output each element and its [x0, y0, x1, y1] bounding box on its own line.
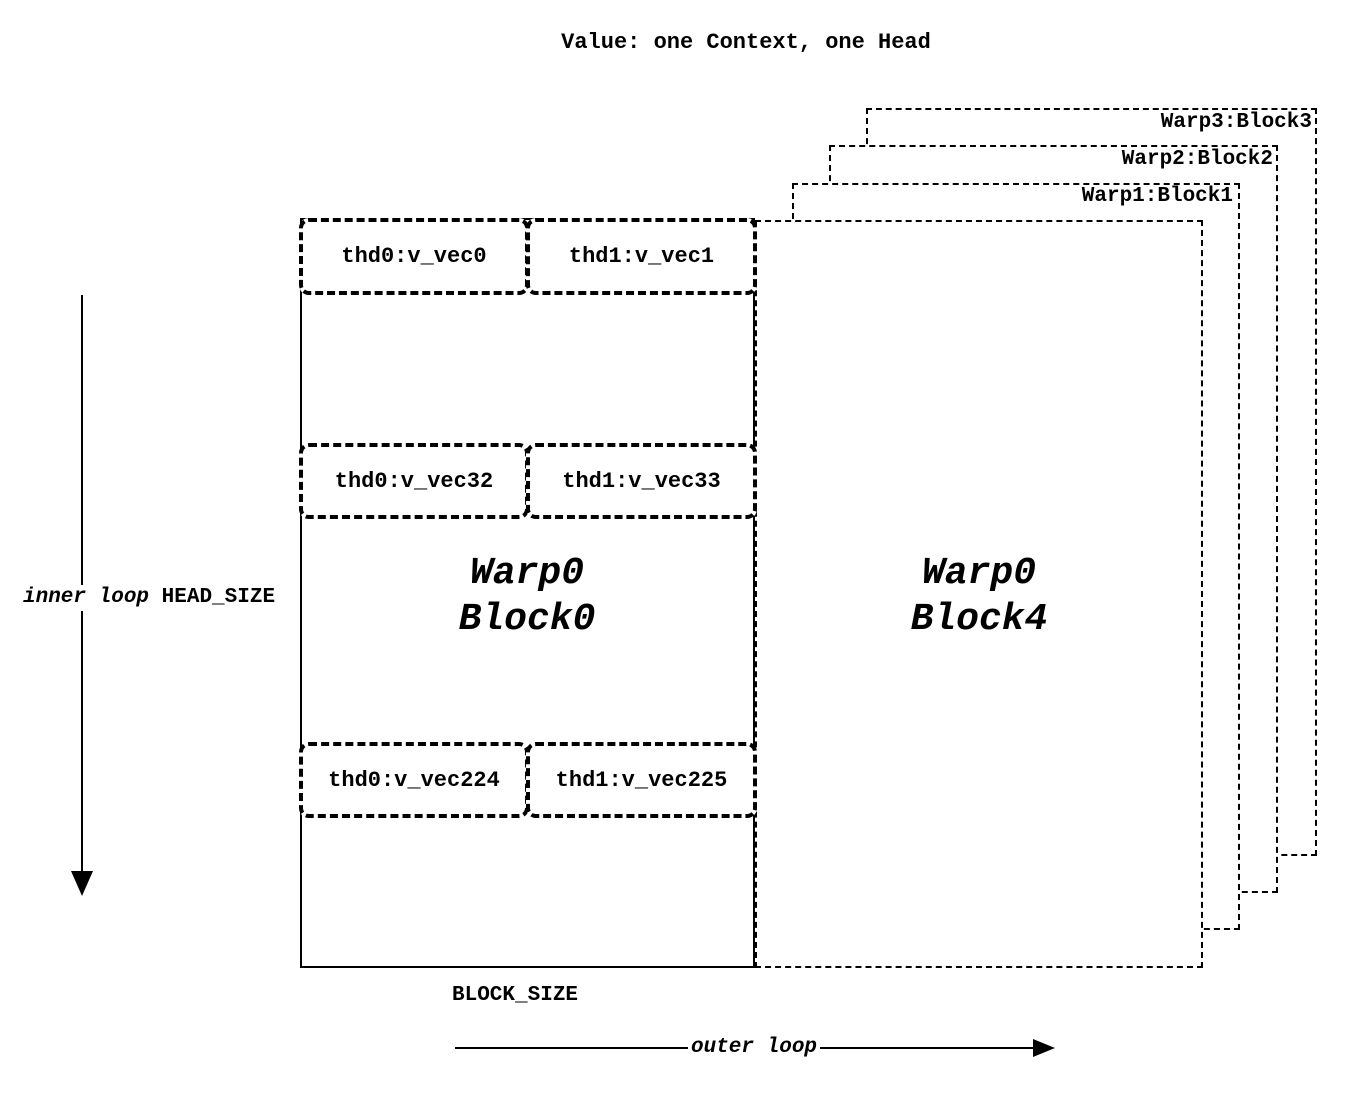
warp0-block4-line2: Block4	[910, 598, 1048, 641]
warp0-block0-line1: Warp0	[469, 552, 585, 595]
outer-loop-arrowhead-icon	[1033, 1039, 1055, 1057]
thd-cell: thd1:v_vec1	[526, 218, 757, 295]
head-size-label: HEAD_SIZE	[161, 586, 276, 609]
thd-cell: thd0:v_vec32	[299, 443, 529, 519]
thd-cell: thd0:v_vec224	[299, 742, 529, 818]
inner-loop-arrowhead-icon	[71, 871, 93, 896]
outer-loop-label: outer loop	[688, 1035, 820, 1061]
thd-cell: thd1:v_vec225	[526, 742, 757, 818]
warp2-block2-label: Warp2:Block2	[1121, 148, 1273, 171]
inner-loop-head-size-label	[20, 585, 278, 611]
thd-cell: thd0:v_vec0	[299, 218, 529, 295]
diagram-title: Value: one Context, one Head	[561, 30, 931, 55]
block-size-label: BLOCK_SIZE	[452, 984, 579, 1007]
inner-loop-label: inner loop	[23, 586, 150, 609]
warp0-block0-line2: Block0	[458, 598, 596, 641]
warp3-block3-label: Warp3:Block3	[1160, 111, 1312, 134]
warp0-block4-label	[849, 551, 1109, 643]
warp0-block0-label	[397, 551, 657, 643]
warp0-block4-line1: Warp0	[921, 552, 1037, 595]
thd-cell: thd1:v_vec33	[526, 443, 757, 519]
warp1-block1-label: Warp1:Block1	[1081, 185, 1233, 208]
inner-loop-arrow-line	[81, 295, 83, 873]
